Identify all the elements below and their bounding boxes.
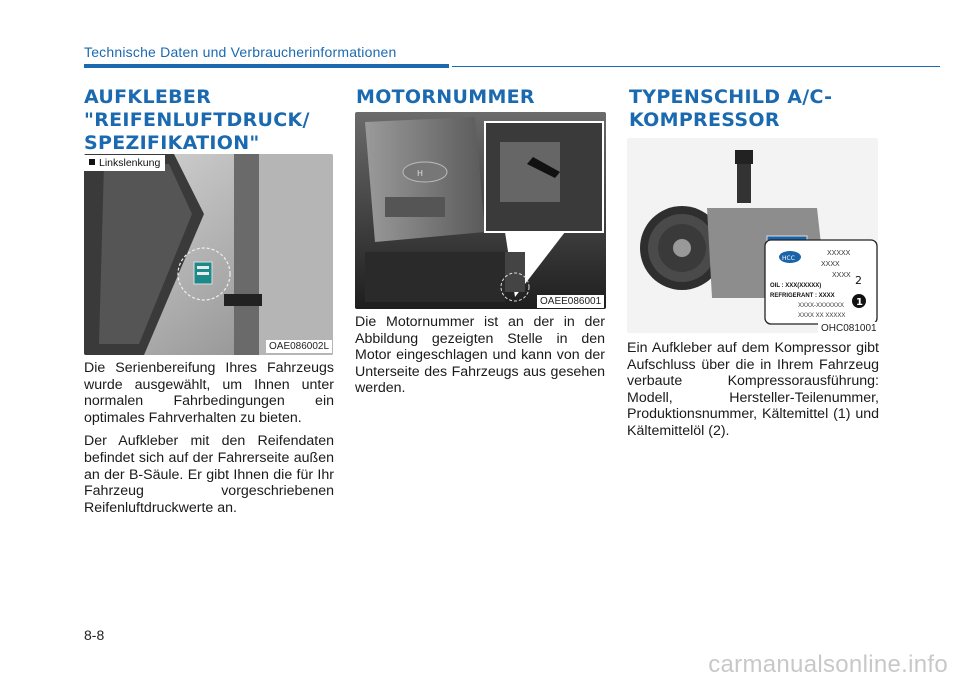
square-bullet-icon	[89, 159, 95, 165]
running-header: Technische Daten und Verbraucherinformationen	[84, 44, 397, 60]
heading-line: "REIFENLUFTDRUCK/	[84, 109, 310, 131]
label-line: XXXXX	[827, 250, 851, 257]
heading-line: TYPENSCHILD A/C-	[629, 86, 833, 108]
figure-code: OHC081001	[818, 322, 880, 335]
heading-line: SPEZIFIKATION"	[84, 132, 260, 154]
figure-b-pillar	[84, 154, 333, 355]
figure-tag-text: Linkslenkung	[99, 157, 161, 169]
label-line: XXXX XX XXXXX	[798, 313, 846, 319]
figure-code: OAE086002L	[266, 340, 332, 353]
heading-line: MOTORNUMMER	[356, 86, 535, 108]
figure-engine	[355, 112, 606, 309]
callout-2: 2	[855, 274, 862, 287]
heading-line: AUFKLEBER	[84, 86, 212, 108]
label-line: REFRIGERANT : XXXX	[770, 293, 835, 299]
label-line: XXXX-XXXXXXX	[798, 303, 845, 309]
label-line: XXXX	[832, 272, 851, 279]
section-body	[355, 314, 605, 404]
label-line: OIL : XXX(XXXXX)	[770, 283, 822, 289]
paragraph: Die Motornummer ist an der in der Abbildung gezeigten Stelle in den Motor eingeschlagen und kann von der Unterseite des Fahrzeugs aus gesehen werden.	[355, 314, 605, 397]
paragraph: Die Serienbereifung Ihres Fahrzeugs wurde ausgewählt, um Ihnen unter normalen Fahrbedingungen ein optimales Fahrverhalten zu bieten.	[84, 360, 334, 426]
header-rule-thick	[84, 64, 449, 68]
hcc-logo: HCC	[782, 255, 795, 262]
figure-code: OAEE086001	[537, 295, 604, 308]
section-body	[627, 340, 879, 447]
figure-tag	[84, 155, 165, 171]
heading-compressor-label	[629, 86, 832, 132]
svg-text:H: H	[417, 169, 424, 178]
heading-tire-pressure-label	[84, 86, 310, 155]
paragraph: Der Aufkleber mit den Reifendaten befindet sich auf der Fahrerseite außen an der B-Säule. Er gibt Ihnen die für Ihr Fahrzeug vorgeschriebenen Reifenluftdruckwerte an.	[84, 433, 334, 516]
section-body	[84, 360, 334, 523]
page-number: 8-8	[84, 627, 105, 643]
callout-1: 1	[856, 297, 863, 308]
watermark: carmanualsonline.info	[708, 651, 948, 678]
label-line: XXXX	[821, 261, 840, 268]
heading-engine-number	[356, 86, 535, 109]
figure-compressor	[627, 138, 878, 333]
header-rule-thin	[452, 66, 940, 67]
heading-line: KOMPRESSOR	[629, 109, 780, 131]
paragraph: Ein Aufkleber auf dem Kompressor gibt Aufschluss über die in Ihrem Fahrzeug verbaute Kompressorausführung: Modell, Hersteller-Teilenummer, Produktionsnummer, Kältemittel (1) und Kältemittelöl (2).	[627, 340, 879, 439]
